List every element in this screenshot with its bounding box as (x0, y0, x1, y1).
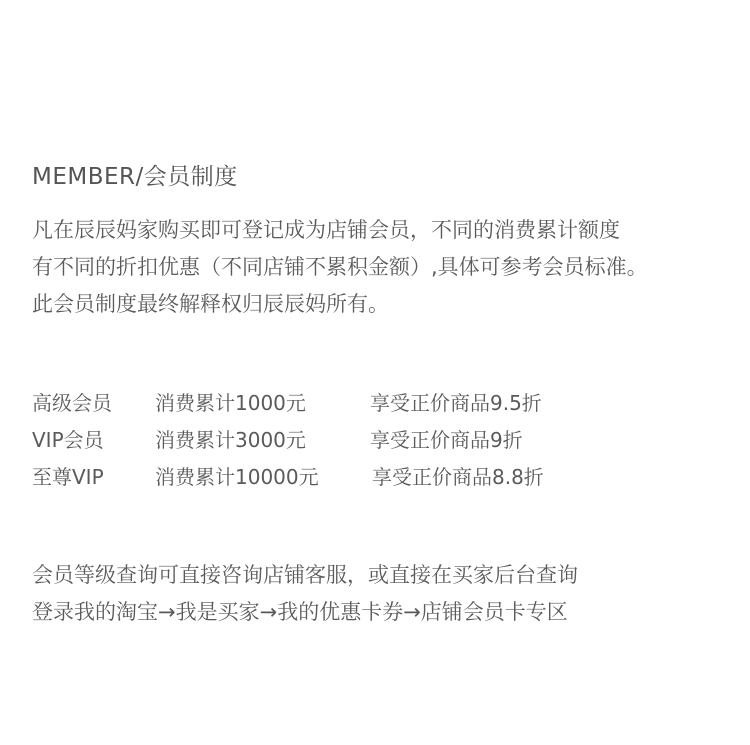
intro-line: 凡在辰辰妈家购买即可登记成为店铺会员，不同的消费累计额度 (32, 218, 620, 242)
intro-paragraph (32, 212, 648, 323)
tier-benefit: 享受正价商品9折 (370, 428, 523, 452)
tier-benefit: 享受正价商品8.8折 (372, 465, 544, 489)
tier-name: 至尊VIP (32, 465, 104, 489)
tier-name: VIP会员 (32, 428, 104, 452)
tier-requirement: 消费累计1000元 (155, 391, 306, 415)
tier-benefit: 享受正价商品9.5折 (370, 391, 542, 415)
contact-line: 登录我的淘宝→我是买家→我的优惠卡券→店铺会员卡专区 (32, 600, 568, 624)
page-title: MEMBER/会员制度 (32, 164, 238, 190)
intro-line: 此会员制度最终解释权归辰辰妈所有。 (32, 292, 389, 316)
tier-requirement: 消费累计3000元 (155, 428, 306, 452)
tier-requirement: 消费累计10000元 (155, 465, 319, 489)
contact-paragraph (32, 557, 578, 631)
contact-line: 会员等级查询可直接咨询店铺客服，或直接在买家后台查询 (32, 563, 578, 587)
tier-name: 高级会员 (32, 391, 112, 415)
intro-line: 有不同的折扣优惠（不同店铺不累积金额）,具体可参考会员标准。 (32, 255, 648, 279)
